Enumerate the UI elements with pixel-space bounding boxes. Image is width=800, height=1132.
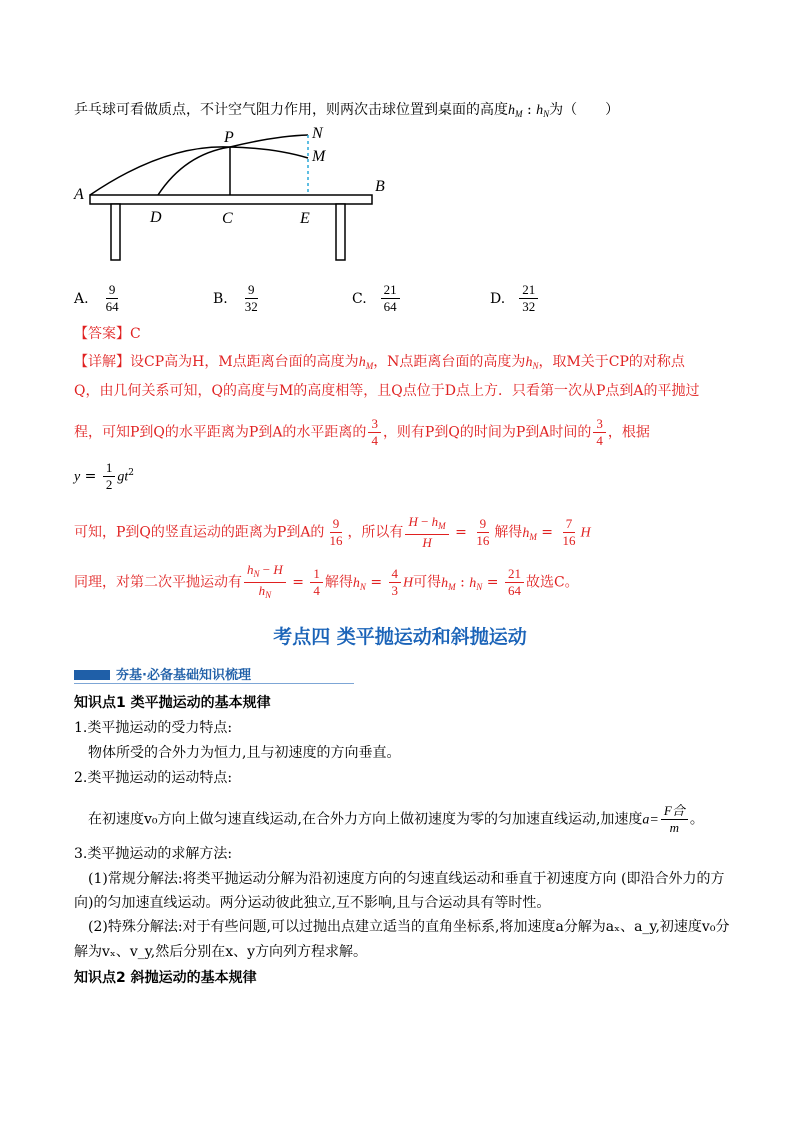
point-2-text: 在初速度v₀方向上做匀速直线运动,在合外力方向上做初速度为零的匀加速直线运动,加速度 (88, 811, 643, 828)
detail-frac-3-4a: $\frac{3}{4}$ (368, 416, 381, 449)
option-a[interactable] (74, 282, 124, 315)
detail-frac-9-16b: $\frac{9}{16}$ (476, 516, 490, 548)
option-c-den: 64 (383, 299, 397, 314)
label-n: N (312, 125, 323, 142)
detail-l3a: 程，可知P到Q的水平距离为P到A的水平距离的 (74, 424, 367, 441)
detail-line-6: 同理，对第二次平抛运动有 $\frac{h_N - H}{h_N}$ = $\frac{1}{4}$ 解得$h_N$ = $\frac{4}{3}$ H可得$h_M$ : $h_N$ = $\frac{21}{64}$ 故选C。 (74, 562, 579, 603)
point-3-1a: (1)常规分解法:将类平抛运动分解为沿初速度方向的匀速直线运动和垂直于初速度方向 (即沿合外力的方 (88, 871, 725, 887)
option-c-num: 21 (381, 282, 400, 299)
detail-frac-9-16: $\frac{9}{16}$ (329, 516, 343, 548)
option-b-fraction (242, 282, 261, 315)
detail-frac-7-16: $\frac{7}{16}$ (562, 516, 576, 548)
label-a: A (74, 186, 84, 203)
point-2-fden: m (669, 820, 680, 835)
option-d-letter: D. (490, 290, 506, 307)
point-2-fraction (661, 803, 688, 836)
detail-l3b: ，则有P到Q的时间为P到A时间的 (382, 424, 592, 441)
detail-line-2: Q，由几何关系可知，Q的高度与M的高度相等，且Q点位于D点上方．只看第一次从P点到A的平抛过 (74, 383, 700, 399)
label-e: E (300, 210, 310, 227)
trajectory-first (90, 135, 308, 195)
detail-l1a: 设CP高为H，M点距离台面的高度为 (130, 354, 359, 370)
option-b-num: 9 (245, 282, 258, 299)
point-3-1b: 向)的匀加速直线运动。两分运动彼此独立,互不影响,且与合运动具有等时性。 (74, 895, 551, 911)
point-1-body: 物体所受的合外力为恒力,且与初速度的方向垂直。 (88, 745, 401, 761)
option-a-fraction (103, 282, 122, 315)
detail-frac-hn-h: $\frac{h_N - H}{h_N}$ (244, 562, 286, 603)
detail-hm: $h_M$ (358, 355, 374, 371)
detail-frac-4-3: $\frac{4}{3}$ (389, 566, 402, 599)
detail-hn: $h_N$ (525, 355, 539, 371)
detail-frac-h-hm: $\frac{H - h_M}{H}$ (405, 514, 448, 551)
option-b[interactable] (213, 282, 263, 315)
point-2-a: a= (642, 812, 659, 828)
point-2-title: 2.类平抛运动的运动特点: (74, 770, 233, 786)
table-leg-left (111, 204, 120, 260)
option-d-den: 32 (522, 299, 536, 314)
question-stem-end: 为（ ） (549, 102, 620, 118)
banner-bar (74, 670, 110, 680)
point-2-fnum: F合 (661, 803, 688, 820)
knowledge-1-title: 知识点1 类平抛运动的基本规律 (74, 695, 271, 711)
label-d: D (150, 209, 162, 226)
banner-text: 夯基·必备基础知识梳理 (116, 668, 251, 683)
option-c-letter: C. (352, 290, 367, 307)
label-m: M (312, 148, 326, 165)
option-d-fraction (519, 282, 538, 315)
detail-line-3 (74, 416, 650, 449)
answer-label: 【答案】C (74, 326, 141, 342)
point-2-body: 在初速度v₀方向上做匀速直线运动,在合外力方向上做初速度为零的匀加速直线运动,加速度a= $\frac{\text{F合}}{m}$ 。 (88, 803, 704, 835)
option-b-den: 32 (244, 299, 258, 314)
banner-underline (74, 683, 354, 684)
option-a-letter: A. (74, 290, 89, 307)
detail-line-5: 可知，P到Q的竖直运动的距离为P到A的 $\frac{9}{16}$ ，所以有 $\frac{H - h_M}{H}$ = $\frac{9}{16}$ 解得$h_M$ = $\frac{7}{16}$ H (74, 514, 591, 550)
detail-l6b: 解得 (324, 574, 353, 591)
option-d-num: 21 (519, 282, 538, 299)
detail-frac-1-4: $\frac{1}{4}$ (310, 566, 323, 599)
point-1-title: 1.类平抛运动的受力特点: (74, 720, 233, 736)
detail-l6d: 故选C。 (525, 574, 579, 591)
question-stem-line: 乒乓球可看做质点，不计空气阻力作用，则两次击球位置到桌面的高度$h_M$ : $h_N$为（ ） (74, 102, 620, 119)
section-banner (74, 664, 354, 684)
question-stem: 乒乓球可看做质点，不计空气阻力作用，则两次击球位置到桌面的高度 (74, 102, 508, 118)
section-title: 考点四 类平抛运动和斜抛运动 (273, 626, 527, 648)
detail-l6a: 同理，对第二次平抛运动有 (74, 574, 242, 591)
detail-l5b: ，所以有 (347, 524, 404, 541)
point-3-2b: 解为vₓ、v_y,然后分别在x、y方向列方程求解。 (74, 944, 368, 960)
detail-l5c: 解得 (494, 524, 523, 541)
detail-l6c: 可得 (413, 574, 442, 591)
trajectory-second (158, 147, 308, 195)
detail-l5a: 可知，P到Q的竖直运动的距离为P到A的 (74, 524, 325, 541)
detail-l1c: ，取M关于CP的对称点 (538, 354, 685, 370)
option-d[interactable] (490, 282, 540, 315)
label-b: B (375, 178, 385, 195)
detail-line-1 (74, 352, 685, 376)
option-c-fraction (381, 282, 400, 315)
ratio-hn: $h_N$ (536, 103, 550, 119)
detail-label: 【详解】 (74, 354, 130, 370)
detail-l1b: ，N点距离台面的高度为 (373, 354, 526, 370)
label-p: P (224, 129, 234, 146)
table-top (90, 195, 372, 204)
point-3-2a: (2)特殊分解法:对于有些问题,可以过抛出点建立适当的直角坐标系,将加速度a分解为aₓ、a_y,初速度v₀分 (88, 919, 730, 935)
detail-frac-3-4b: $\frac{3}{4}$ (593, 416, 606, 449)
point-3-title: 3.类平抛运动的求解方法: (74, 846, 233, 862)
option-a-num: 9 (106, 282, 119, 299)
option-a-den: 64 (105, 299, 119, 314)
detail-frac-21-64: $\frac{21}{64}$ (505, 566, 524, 599)
table-leg-right (336, 204, 345, 260)
detail-formula-y: y = $\frac{1}{2}$ $gt^2$ (74, 460, 134, 492)
label-c: C (222, 210, 233, 227)
detail-l3c: ，根据 (607, 424, 650, 441)
option-c[interactable] (352, 282, 402, 315)
table-trajectory-figure (70, 124, 390, 264)
ratio-hm: $h_M$ (508, 103, 523, 119)
option-b-letter: B. (213, 290, 228, 307)
knowledge-2-title: 知识点2 斜抛运动的基本规律 (74, 970, 257, 986)
